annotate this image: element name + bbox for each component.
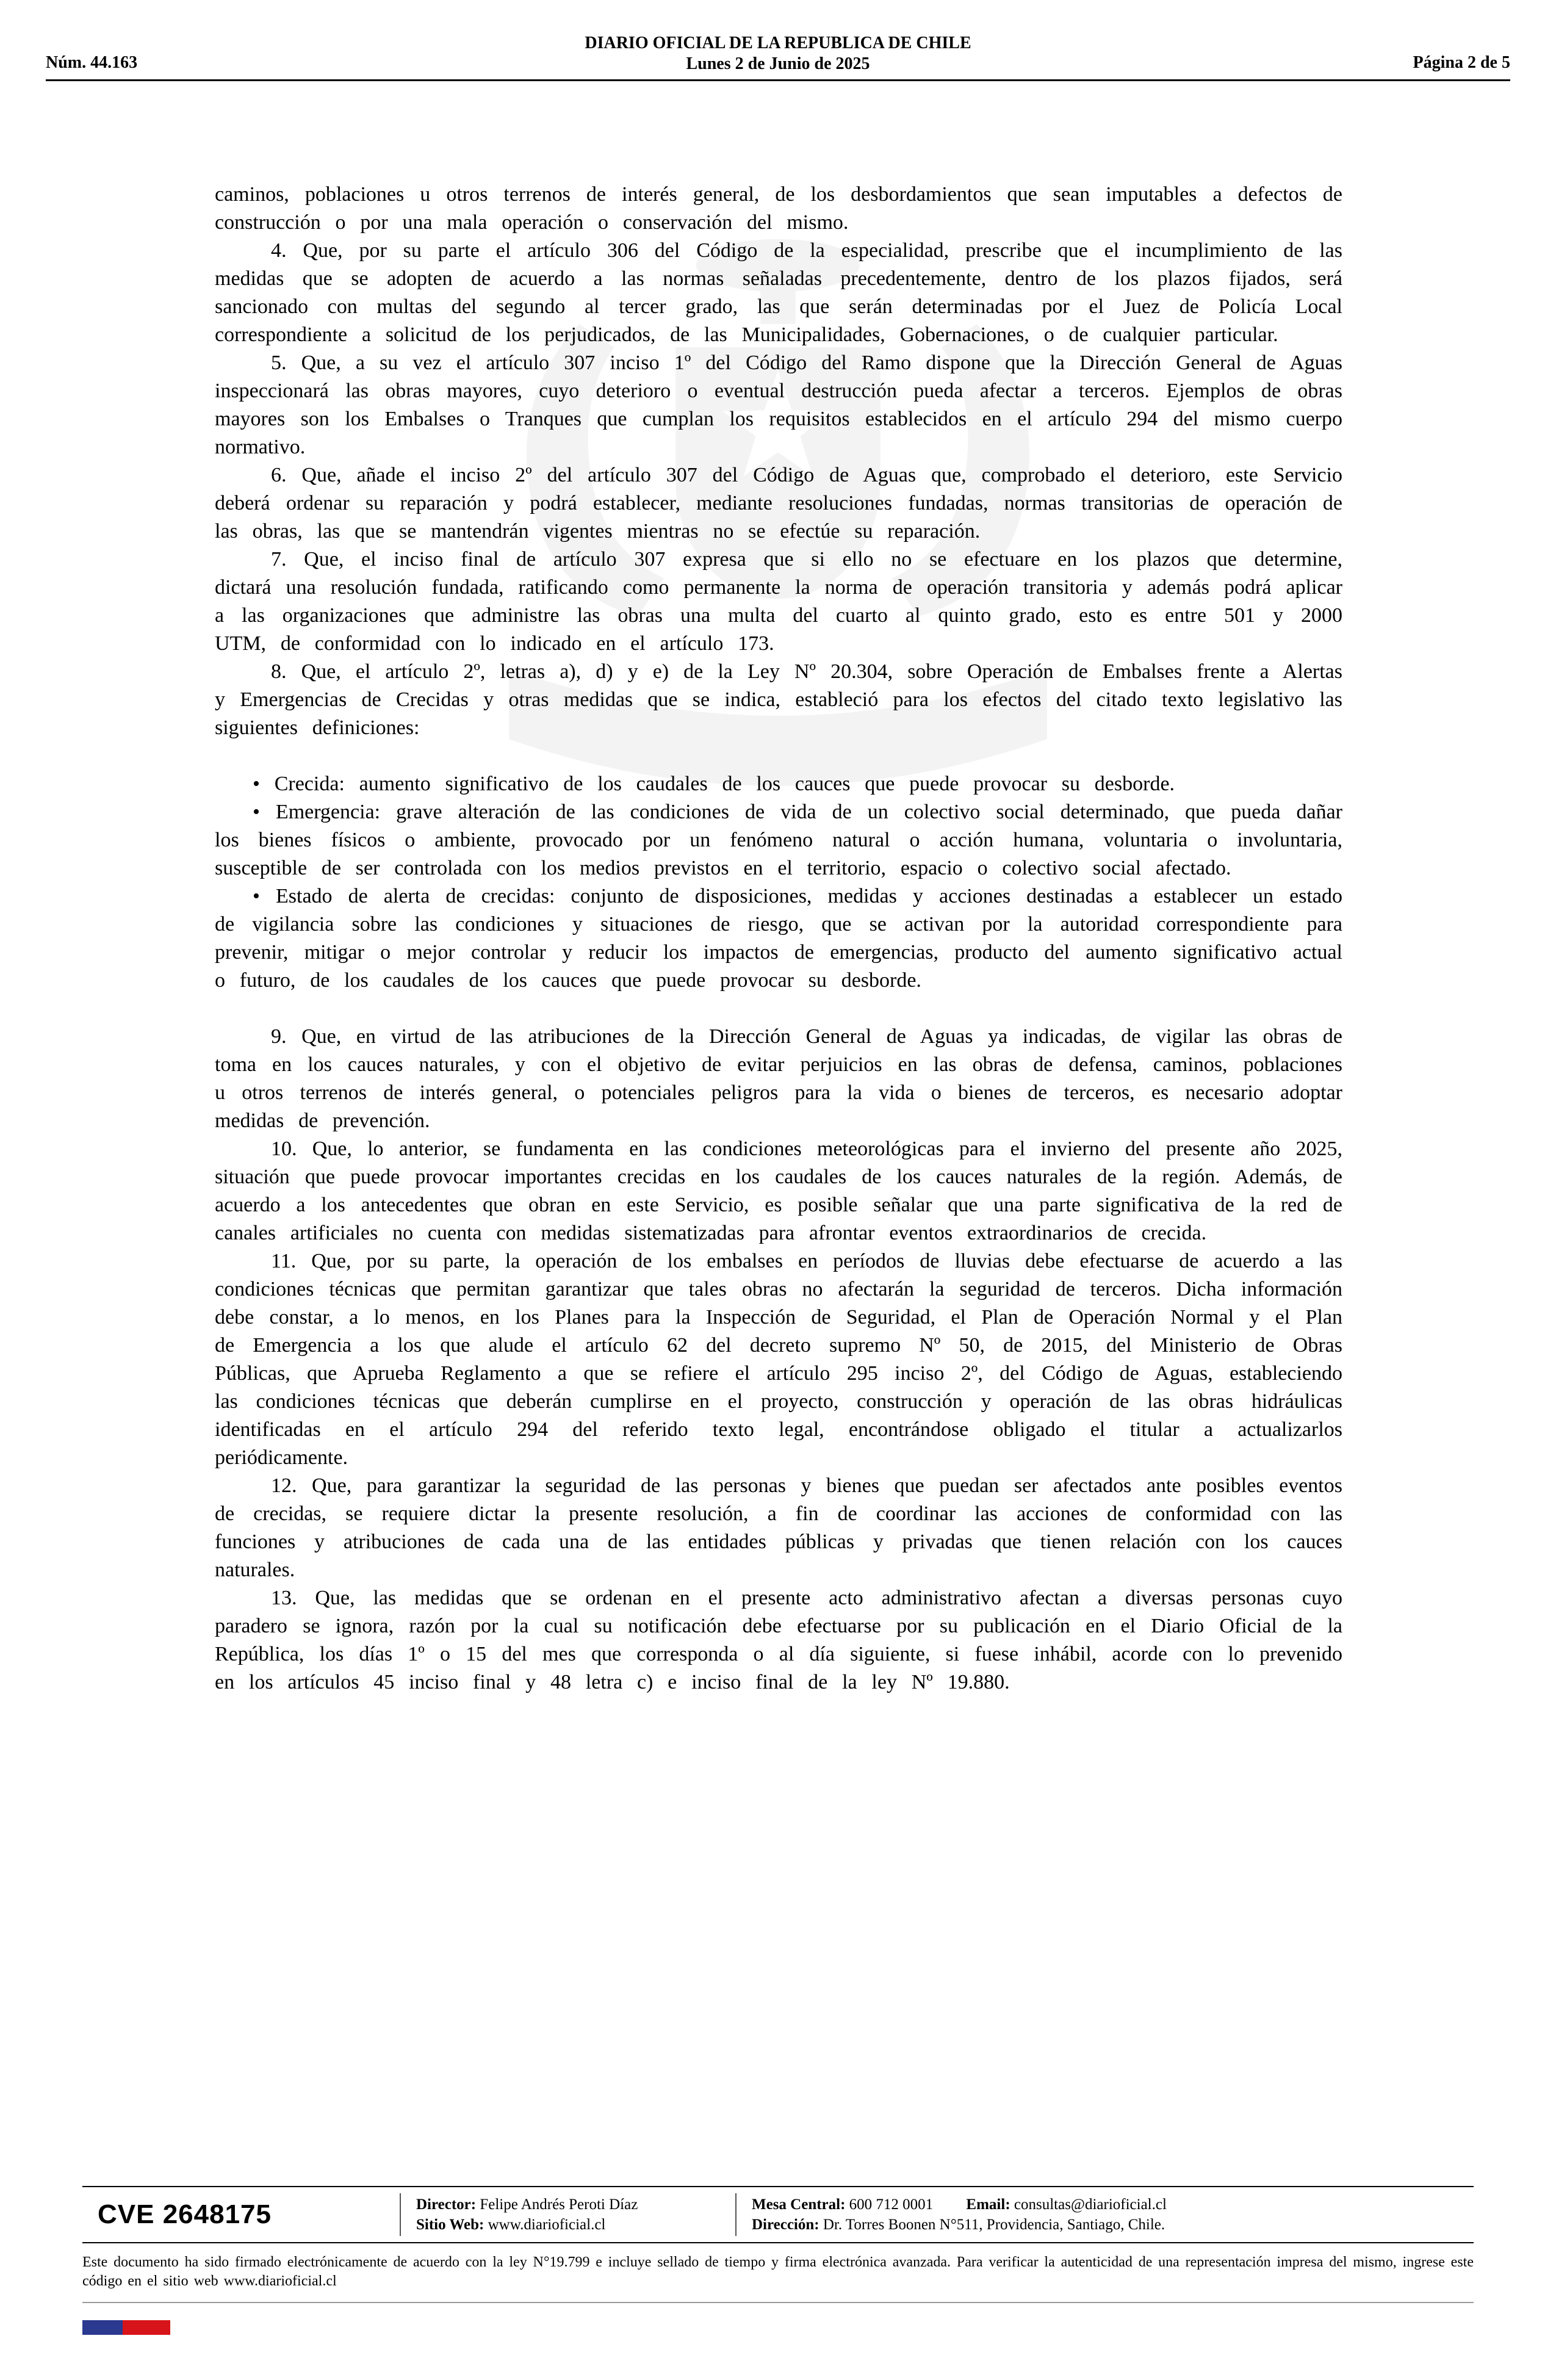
paragraph: 7. Que, el inciso final de artículo 307 expresa que si ello no se efectuare en los plazos que determine, dictará una resolución fundada, ratificando como permanente la norma de operación transitoria y además podrá aplicar a las organizaciones que administre las obras una multa del cuarto al quinto grado, esto es entre 501 y 2000 UTM, de conformidad con lo indicado en el artículo 173. xyxy=(215,548,1342,655)
paragraph: caminos, poblaciones u otros terrenos de interés general, de los desbordamientos que sean imputables a defectos de construcción o por una mala operación o conservación del mismo. xyxy=(215,183,1342,234)
paragraph: 6. Que, añade el inciso 2º del artículo 307 del Código de Aguas que, comprobado el deterioro, este Servicio deberá ordenar su reparación y podrá establecer, mediante resoluciones fundadas, normas transitorias de operación de las obras, las que se mantendrán vigentes mientras no se efectúe su reparación. xyxy=(215,464,1342,543)
flag-red-bar xyxy=(123,2320,170,2335)
bottom-divider xyxy=(82,2302,1474,2303)
paragraph: 10. Que, lo anterior, se fundamenta en las condiciones meteorológicas para el invierno del presente año 2025, situación que puede provocar importantes crecidas en los caudales de los cauces naturales de la región. Además, de acuerdo a los antecedentes que obran en este Servicio, es posible señalar que una parte significativa de la red de canales artificiales no cuenta con medidas sistematizadas para afrontar eventos extraordinarios de crecida. xyxy=(215,1138,1342,1244)
flag-blue-bar xyxy=(82,2320,123,2335)
website-label: Sitio Web: xyxy=(416,2216,484,2233)
paragraph: 9. Que, en virtud de las atribuciones de la Dirección General de Aguas ya indicadas, de vigilar las obras de toma en los cauces naturales, y con el objetivo de evitar perjuicios en las obras de defensa, caminos, poblaciones u otros terrenos de interés general, o potenciales peligros para la vida o bienes de terceros, es necesario adoptar medidas de prevención. xyxy=(215,1025,1342,1132)
header-divider xyxy=(46,79,1510,81)
paragraph: 8. Que, el artículo 2º, letras a), d) y e) de la Ley Nº 20.304, sobre Operación de Embalses frente a Alertas y Emergencias de Crecidas y otras medidas que se indica, estableció para los efectos del citado texto legislativo las siguientes definiciones: xyxy=(215,660,1342,739)
director-value: Felipe Andrés Peroti Díaz xyxy=(480,2196,638,2213)
flag-mark xyxy=(82,2320,170,2335)
contact-block xyxy=(737,2193,1474,2236)
phone-email-line xyxy=(752,2194,1458,2215)
paragraph: 5. Que, a su vez el artículo 307 inciso 1º del Código del Ramo dispone que la Dirección General de Aguas inspeccionará las obras mayores, cuyo deterioro o eventual destrucción pueda afectar a terceros. Ejemplos de obras mayores son los Embalses o Tranques que cumplan los requisitos establecidos en el artículo 294 del mismo cuerpo normativo. xyxy=(215,352,1342,458)
paragraph: 13. Que, las medidas que se ordenan en el presente acto administrativo afectan a diversas personas cuyo paradero se ignora, razón por la cual su notificación debe efectuarse por su publicación en el Diario Oficial de la República, los días 1º o 15 del mes que corresponda o al día siguiente, si fuese inhábil, acorde con lo prevenido en los artículos 45 inciso final y 48 letra c) e inciso final de la ley Nº 19.880. xyxy=(215,1587,1342,1693)
definition-item: • Emergencia: grave alteración de las condiciones de vida de un colectivo social determinado, que pueda dañar los bienes físicos o ambiente, provocado por un fenómeno natural o acción humana, voluntaria o involuntaria, susceptible de ser controlada con los medios previstos en el territorio, espacio o colectivo social afectado. xyxy=(215,801,1342,879)
email-value: consultas@diarioficial.cl xyxy=(1014,2196,1167,2213)
phone-value: 600 712 0001 xyxy=(849,2196,934,2213)
email-label: Email: xyxy=(966,2196,1010,2213)
paragraph: 11. Que, por su parte, la operación de los embalses en períodos de lluvias debe efectuarse de acuerdo a las condiciones técnicas que permitan garantizar que tales obras no afectarán la seguridad de terceros. Dicha información debe constar, a lo menos, en los Planes para la Inspección de Seguridad, el Plan de Operación Normal y el Plan de Emergencia a los que alude el artículo 62 del decreto supremo Nº 50, de 2015, del Ministerio de Obras Públicas, que Aprueba Reglamento a que se refiere el artículo 295 inciso 2º, del Código de Aguas, estableciendo las condiciones técnicas que deberán cumplirse en el proyecto, construcción y operación de las obras hidráulicas identificadas en el artículo 294 del referido texto legal, encontrándose obligado el titular a actualizarlos periódicamente. xyxy=(215,1250,1342,1469)
publication-title: DIARIO OFICIAL DE LA REPUBLICA DE CHILE xyxy=(585,34,971,52)
footer-info-bar xyxy=(82,2186,1474,2243)
phone-label: Mesa Central: xyxy=(752,2196,846,2213)
masthead xyxy=(46,33,1510,74)
director-block xyxy=(401,2193,735,2236)
website-value: www.diarioficial.cl xyxy=(488,2216,606,2233)
paragraph: 4. Que, por su parte el artículo 306 del Código de la especialidad, prescribe que el incumplimiento de las medidas que se adopten de acuerdo a las normas señaladas precedentemente, dentro de los plazos fijados, será sancionado con multas del segundo al tercer grado, las que serán determinadas por el Juez de Policía Local correspondiente a solicitud de los perjudicados, de las Municipalidades, Gobernaciones, o de cualquier particular. xyxy=(215,239,1342,346)
publication-date: Lunes 2 de Junio de 2025 xyxy=(686,54,870,73)
cve-code: CVE 2648175 xyxy=(98,2199,272,2229)
address-label: Dirección: xyxy=(752,2216,819,2233)
paragraph: 12. Que, para garantizar la seguridad de las personas y bienes que puedan ser afectados ante posibles eventos de crecidas, se requiere dictar la presente resolución, a fin de coordinar las acciones de conformidad con las funciones y atribuciones de cada una de las entidades públicas y privadas que tienen relación con los cauces naturales. xyxy=(215,1474,1342,1581)
address-value: Dr. Torres Boonen N°511, Providencia, Santiago, Chile. xyxy=(823,2216,1165,2233)
address-line xyxy=(752,2215,1458,2235)
director-label: Director: xyxy=(416,2196,477,2213)
page-indicator: Página 2 de 5 xyxy=(1413,53,1510,72)
director-line xyxy=(416,2194,720,2215)
document-body xyxy=(215,181,1342,1697)
issue-number: Núm. 44.163 xyxy=(46,53,138,72)
definition-item: • Crecida: aumento significativo de los caudales de los cauces que puede provocar su desborde. xyxy=(253,773,1175,795)
website-line xyxy=(416,2215,720,2235)
legal-notice: Este documento ha sido firmado electrónicamente de acuerdo con la ley N°19.799 e incluye sellado de tiempo y firma electrónica avanzada. Para verificar la autenticidad de una representación impresa del mismo, ingrese este código en el sitio web www.diarioficial.cl xyxy=(82,2254,1474,2289)
page-header xyxy=(46,31,1510,74)
definition-item: • Estado de alerta de crecidas: conjunto de disposiciones, medidas y acciones destinadas a establecer un estado de vigilancia sobre las condiciones y situaciones de riesgo, que se activan por la autoridad correspondiente para prevenir, mitigar o mejor controlar y reducir los impactos de emergencias, producto del aumento significativo actual o futuro, de los caudales de los cauces que puede provocar su desborde. xyxy=(215,885,1342,992)
